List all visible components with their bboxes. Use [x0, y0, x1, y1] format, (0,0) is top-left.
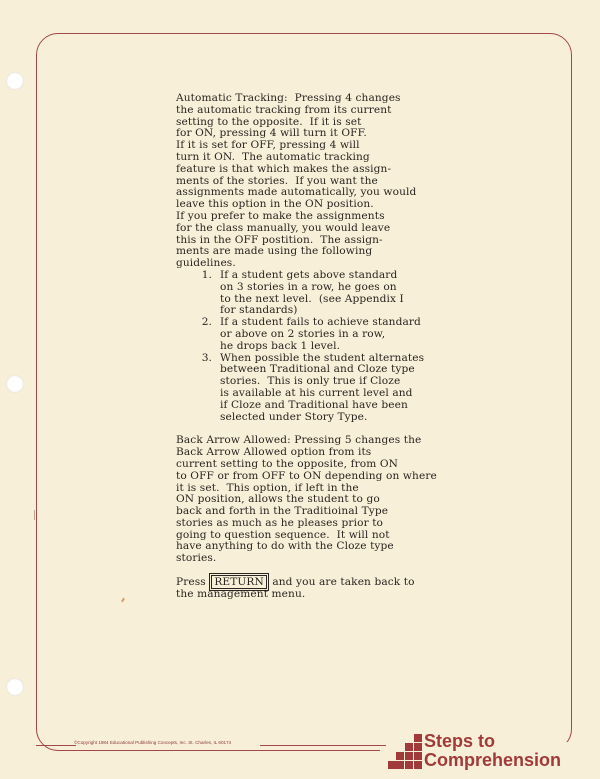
text-line: Back Arrow Allowed option from its	[176, 446, 372, 459]
text-line: is available at his current level and	[220, 386, 413, 399]
list-item-body	[220, 317, 421, 352]
text-line: If you prefer to make the assignments	[176, 209, 385, 222]
text-line: for standards)	[220, 304, 298, 317]
text-line: feature is that which makes the assign-	[176, 162, 392, 175]
text-line: on 3 stories in a row, he goes on	[220, 280, 397, 293]
steps-to-comprehension-logo	[388, 728, 588, 774]
text-line: it is set. This option, if left in the	[176, 481, 359, 494]
text-line: selected under Story Type.	[220, 410, 368, 423]
back-arrow-paragraph	[176, 435, 456, 565]
text-line: stories.	[176, 552, 217, 565]
logo-line-2: Comprehension	[424, 750, 562, 770]
text-line: If a student fails to achieve standard	[220, 316, 421, 329]
text-line: back and forth in the Traditioinal Type	[176, 505, 389, 518]
list-item-number: 3.	[201, 351, 212, 364]
footer-rule-right	[260, 745, 386, 746]
text-line: going to question sequence. It will not	[176, 528, 390, 541]
text-line: If it is set for OFF, pressing 4 will	[176, 139, 360, 152]
text-line: ON position, allows the student to go	[176, 493, 380, 506]
text-line: he drops back 1 level.	[220, 339, 341, 352]
text-line: Back Arrow Allowed: Pressing 5 changes the	[176, 434, 422, 447]
list-item-number: 2.	[201, 316, 212, 329]
text-line: guidelines.	[176, 257, 236, 270]
list-item-body	[220, 270, 404, 317]
document-body	[176, 93, 456, 601]
text-line: this in the OFF postition. The assign-	[176, 233, 383, 246]
text-line: setting to the opposite. If it is set	[176, 115, 362, 128]
list-item	[190, 317, 456, 352]
text-line: between Traditional and Cloze type	[220, 363, 415, 376]
automatic-tracking-paragraph	[176, 93, 456, 270]
text-line: assignments made automatically, you would	[176, 186, 417, 199]
text-line: ments are made using the following	[176, 245, 373, 258]
text-line: When possible the student alternates	[220, 351, 425, 364]
text-line: stories as much as he pleases prior to	[176, 516, 384, 529]
text-line: for the class manually, you would leave	[176, 221, 391, 234]
text-line: stories. This is only true if Cloze	[220, 375, 401, 388]
text-line: to OFF or from OFF to ON depending on where	[176, 469, 437, 482]
text-line: for ON, pressing 4 will turn it OFF.	[176, 127, 367, 140]
text-line: if Cloze and Traditional have been	[220, 398, 408, 411]
stray-mark	[34, 510, 35, 520]
return-text-after: and you are taken back to	[268, 576, 415, 589]
text-line: or above on 2 stories in a row,	[220, 327, 386, 340]
list-item	[190, 353, 456, 424]
text-line: to the next level. (see Appendix I	[220, 292, 404, 305]
punch-hole-middle	[6, 375, 24, 393]
return-key-label: RETURN	[211, 575, 267, 589]
list-item-body	[220, 353, 424, 424]
logo-line-1: Steps to	[424, 731, 496, 751]
list-item-number: 1.	[201, 268, 212, 281]
text-line: If a student gets above standard	[220, 268, 398, 281]
copyright-notice: ©Copyright 1984 Educational Publishing Concepts, Inc. St. Charles, IL 60174	[74, 740, 232, 745]
text-line: current setting to the opposite, from ON	[176, 457, 399, 470]
list-item	[190, 270, 456, 317]
text-line: the automatic tracking from its current	[176, 103, 392, 116]
steps-icon	[388, 734, 428, 774]
return-text-before: Press	[176, 576, 210, 589]
punch-hole-top	[6, 72, 24, 90]
text-line: turn it ON. The automatic tracking	[176, 150, 370, 163]
footer-rule-left	[36, 745, 76, 746]
text-line: leave this option in the ON position.	[176, 198, 374, 211]
punch-hole-bottom	[6, 678, 24, 696]
guidelines-list	[190, 270, 456, 423]
text-line: ments of the stories. If you want the	[176, 174, 378, 187]
return-text-line2: the management menu.	[176, 587, 306, 600]
text-line: Automatic Tracking: Pressing 4 changes	[176, 92, 401, 104]
text-line: have anything to do with the Cloze type	[176, 540, 394, 553]
return-paragraph	[176, 577, 456, 601]
